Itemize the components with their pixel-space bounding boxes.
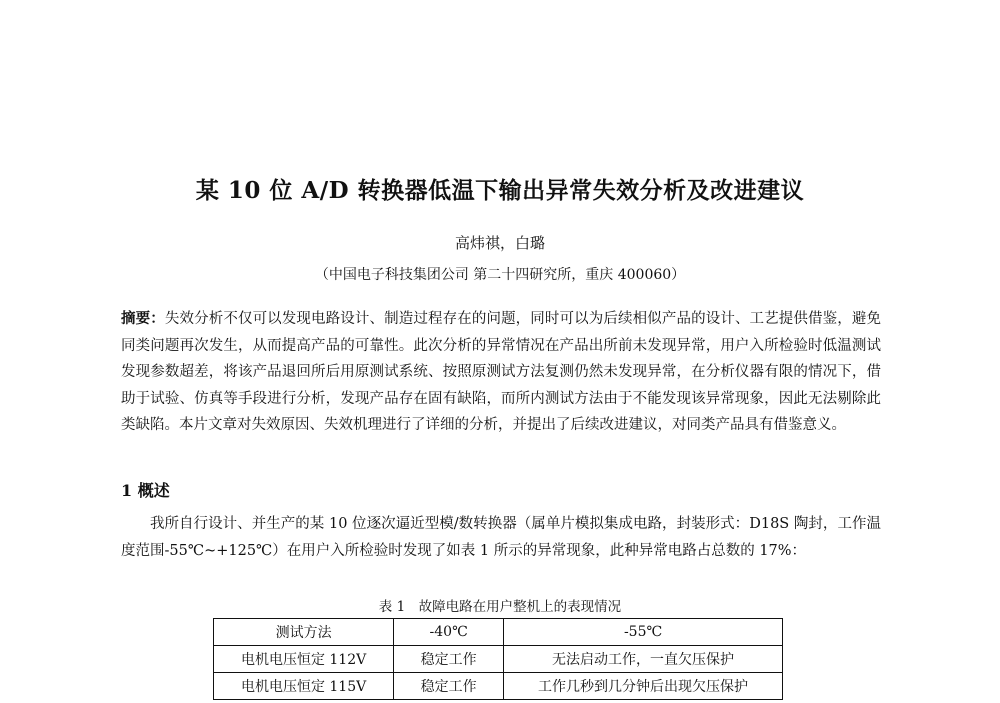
- abstract: [121, 306, 881, 439]
- table-header-cell: -40℃: [394, 619, 504, 646]
- table-caption: 表 1 故障电路在用户整机上的表现情况: [378, 599, 622, 615]
- table-cell: 工作几秒到几分钟后出现欠压保护: [504, 673, 783, 700]
- table-row: [214, 646, 783, 673]
- table-header-row: [214, 619, 783, 646]
- table-cell: 电机电压恒定 115V: [214, 673, 394, 700]
- paper-affiliation: （中国电子科技集团公司 第二十四研究所，重庆 400060）: [314, 267, 686, 283]
- paper-title: 某 10 位 A/D 转换器低温下输出异常失效分析及改进建议: [195, 177, 805, 204]
- paper-authors: 高炜祺，白璐: [454, 234, 545, 252]
- table-cell: 稳定工作: [394, 646, 504, 673]
- table-header-cell: -55℃: [504, 619, 783, 646]
- abstract-label: 摘要：: [121, 310, 165, 327]
- table-cell: 电机电压恒定 112V: [214, 646, 394, 673]
- abstract-text: 失效分析不仅可以发现电路设计、制造过程存在的问题，同时可以为后续相似产品的设计、工艺提供借鉴，避免同类问题再次发生，从而提高产品的可靠性。此次分析的异常情况在产品出所前未发现异常，用户入所检验时低温测试发现参数超差，将该产品退回所后用原测试系统、按照原测试方法复测仍然未发现异常，在分析仪器有限的情况下，借助于试验、仿真等手段进行分析，发现产品存在固有缺陷，而所内测试方法由于不能发现该异常现象，因此无法剔除此类缺陷。本片文章对失效原因、失效机理进行了详细的分析，并提出了后续改进建议，对同类产品具有借鉴意义。: [121, 311, 882, 433]
- section-overview-paragraph: 我所自行设计、并生产的某 10 位逐次逼近型模/数转换器（属单片模拟集成电路，封装形式：D18S 陶封，工作温度范围-55℃~+125℃）在用户入所检验时发现了如表 1 所示的异常现象，此种异常电路占总数的 17%：: [121, 516, 881, 559]
- fault-table: [213, 618, 783, 700]
- table-cell: 无法启动工作，一直欠压保护: [504, 646, 783, 673]
- table-row: [214, 673, 783, 700]
- section-heading-overview: 1 概述: [121, 481, 170, 500]
- table-header-cell: 测试方法: [214, 619, 394, 646]
- table-cell: 稳定工作: [394, 673, 504, 700]
